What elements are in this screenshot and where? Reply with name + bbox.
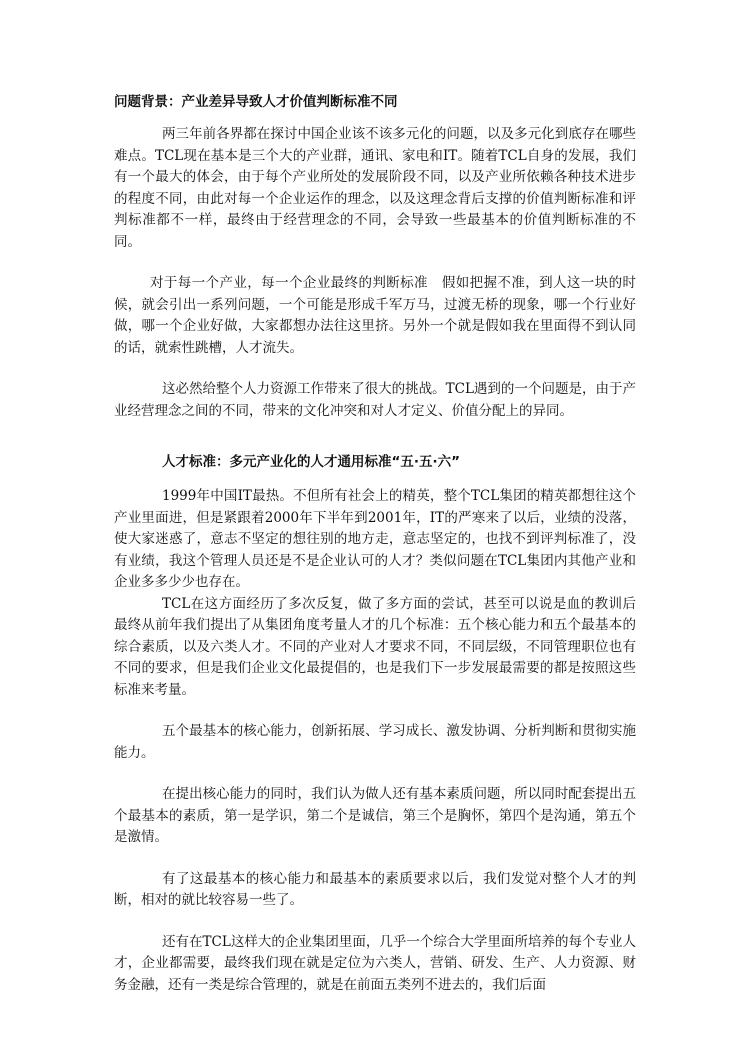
paragraph: 在提出核心能力的同时，我们认为做人还有基本素质问题，所以同时配套提出五个最基本的素质，第一是学识，第二个是诚信，第三个是胸怀，第四个是沟通，第五个是激情。 [114, 786, 636, 845]
heading-talent-standard: 人才标准：多元产业化的人才通用标准“五·五·六” [162, 454, 461, 470]
paragraph: 这必然给整个人力资源工作带来了很大的挑战。TCL遇到的一个问题是，由于产业经营理念之间的不同，带来的文化冲突和对人才定义、价值分配上的异同。 [114, 381, 636, 419]
paragraph: 对于每一个产业，每一个企业最终的判断标准 假如把握不准，到人这一块的时候，就会引出一系列问题，一个可能是形成千军万马，过渡无桥的现象，哪一个行业好做，哪一个企业好做，大家都想办法往这里挤。另外一个就是假如我在里面得不到认同的话，就索性跳槽，人才流失。 [114, 275, 636, 356]
paragraph: TCL在这方面经历了多次反复，做了多方面的尝试，甚至可以说是血的教训后 最终从前年我们提出了从集团角度考量人才的几个标准：五个核心能力和五个最基本的综合素质，以及六类人才。不同的产业对人才要求不同，不同层级，不同管理职位也有不同的要求，但是我们企业文化最提倡的，也是我们下一步发展最需要的都是按照这些标准来考量。 [114, 595, 650, 698]
paragraph: 还有在TCL这样大的企业集团里面，几乎一个综合大学里面所培养的每个专业人才，企业都需要，最终我们现在就是定位为六类人，营销、研发、生产、人力资源、财务金融，还有一类是综合管理的，就是在前面五类列不进去的，我们后面 [114, 933, 636, 993]
paragraph: 两三年前各界都在探讨中国企业该不该多元化的问题，以及多元化到底存在哪些难点。TCL现在基本是三个大的产业群，通讯、家电和IT。随着TCL自身的发展，我们有一个最大的体会，由于每个产业所处的发展阶段不同，以及产业所依赖各种技术进步的程度不同，由此对每一个企业运作的理念，以及这理念背后支撑的价值判断标准和评判标准都不一样，最终由于经营理念的不同，会导致一些最基本的价值判断标准的不同。 [114, 126, 636, 250]
document-page [114, 92, 650, 996]
paragraph: 五个最基本的核心能力，创新拓展、学习成长、激发协调、分析判断和贯彻实施能力。 [114, 723, 636, 761]
paragraph: 有了这最基本的核心能力和最基本的素质要求以后，我们发觉对整个人才的判断，相对的就比较容易一些了。 [114, 870, 636, 908]
paragraph: 1999年中国IT最热。不但所有社会上的精英，整个TCL集团的精英都想往这个产业里面进，但是紧跟着2000年下半年到2001年，IT的严寒来了以后，业绩的没落，使大家迷惑了，意志不坚定的想往别的地方走，意志坚定的，也找不到评判标准了，没有业绩，我这个管理人员还是不是企业认可的人才？类似问题在TCL集团内其他产业和企业多多少少也存在。 [114, 488, 636, 590]
heading-background: 问题背景：产业差异导致人才价值判断标准不同 [114, 94, 398, 110]
